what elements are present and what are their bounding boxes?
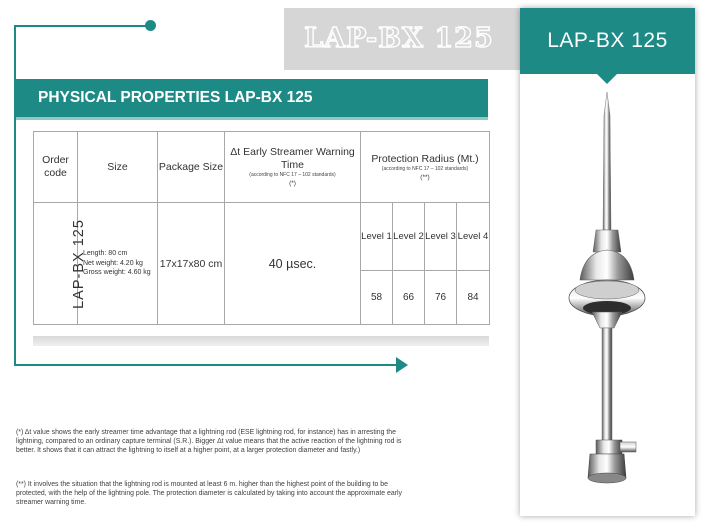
early-streamer-standard: (according to NFC 17 – 102 standards)	[249, 172, 336, 178]
section-underline	[16, 117, 488, 120]
package-size-value: 17x17x80 cm	[158, 203, 225, 325]
decor-line-left	[14, 25, 16, 366]
radius-level-3: 76	[425, 271, 457, 325]
section-title: PHYSICAL PROPERTIES LAP-BX 125	[38, 89, 313, 106]
arrow-right-icon	[396, 357, 408, 373]
header-package-size: Package Size	[158, 132, 225, 203]
decor-line-top	[14, 25, 151, 27]
properties-table	[33, 131, 490, 325]
watermark-title: LAP-BX 125	[304, 23, 494, 54]
header-order-code: Order code	[34, 132, 78, 203]
panel-pointer	[596, 73, 618, 84]
header-protection-radius	[361, 132, 490, 203]
table-row	[34, 203, 490, 271]
table-shadow	[33, 336, 489, 346]
protection-radius-title: Protection Radius (Mt.)	[371, 152, 479, 165]
order-code-cell	[34, 203, 87, 325]
warning-time-value: 40 µsec.	[225, 203, 361, 325]
header-early-streamer	[225, 132, 361, 203]
size-length: Length: 80 cm	[83, 250, 128, 258]
decor-line-bottom	[14, 364, 398, 366]
radius-level-4: 84	[457, 271, 490, 325]
table-header-row	[34, 132, 490, 203]
lightning-rod-image	[540, 90, 675, 495]
product-panel-title: LAP-BX 125	[520, 8, 695, 74]
level-3-header: Level 3	[425, 203, 457, 271]
level-1-header: Level 1	[361, 203, 393, 271]
size-cell	[78, 203, 158, 325]
size-gross-weight: Gross weight: 4.60 kg	[83, 269, 151, 277]
protection-radius-standard: (according to NFC 17 – 102 standards)	[381, 165, 469, 172]
header-size: Size	[78, 132, 158, 203]
early-streamer-title: Δt Early Streamer Warning Time	[230, 146, 355, 171]
footnote-2: (**) It involves the situation that the lightning rod is mounted at least 6 m. higher than the highest point of the building to be protected, with the help of the lightning pole. The protection diameter is calculated by taking into account the approximate early streamer warning time.	[16, 481, 402, 507]
protection-radius-mark: (**)	[420, 173, 430, 181]
early-streamer-mark: (*)	[289, 180, 296, 187]
footnote-1: (*) Δt value shows the early streamer time advantage that a lightning rod (ESE lightning rod, for instance) has in arresting the lightning, compared to an ordinary capture terminal (S.R.). Bigger Δt value means that the active reaction of the lightning rod is better. It shows that it can attract the lightning to itself at a higher point, at a larger protection diameter and fastly.)	[16, 429, 402, 455]
radius-level-2: 66	[393, 271, 425, 325]
level-2-header: Level 2	[393, 203, 425, 271]
order-code-value: LAP-BX 125	[70, 218, 87, 309]
level-4-header: Level 4	[457, 203, 490, 271]
size-net-weight: Net weight: 4.20 kg	[83, 259, 143, 267]
radius-level-1: 58	[361, 271, 393, 325]
decor-dot	[145, 20, 156, 31]
